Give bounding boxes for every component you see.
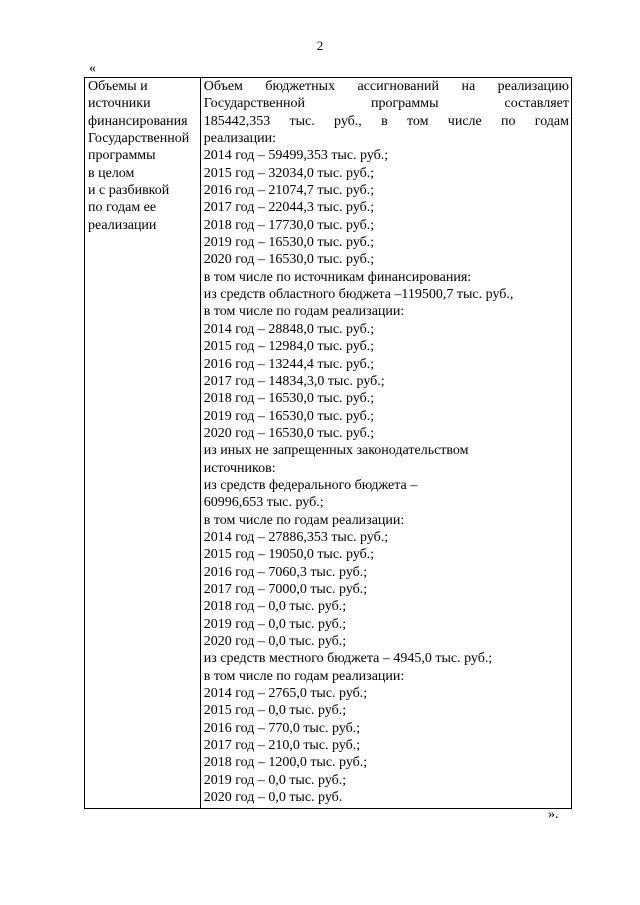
funding-line: 2014 год – 59499,353 тыс. руб.; xyxy=(203,148,389,164)
funding-line: 2015 год – 12984,0 тыс. руб.; xyxy=(203,339,375,355)
page-number: 2 xyxy=(316,38,324,53)
funding-line: 2018 год – 1200,0 тыс. руб.; xyxy=(203,755,368,771)
opening-quote-mark: « xyxy=(89,61,96,76)
funding-line: 2017 год – 22044,3 тыс. руб.; xyxy=(203,200,375,216)
table-row xyxy=(85,78,572,809)
closing-quote-mark: ». xyxy=(548,807,559,822)
funding-intro-line: Объем бюджетных ассигнований на реализацию xyxy=(203,79,569,94)
funding-line: 2019 год – 0,0 тыс. руб.; xyxy=(203,616,347,632)
parameter-name-cell xyxy=(85,78,201,809)
funding-line: 2020 год – 16530,0 тыс. руб.; xyxy=(203,252,375,268)
parameter-name-line: реализации xyxy=(88,217,157,233)
parameter-name-line: программы xyxy=(88,148,156,164)
funding-line: 60996,653 тыс. руб.; xyxy=(203,495,324,511)
funding-line: из средств федерального бюджета – xyxy=(203,477,418,493)
funding-line: 2017 год – 14834,3,0 тыс. руб.; xyxy=(203,373,385,389)
funding-line: 2015 год – 32034,0 тыс. руб.; xyxy=(203,165,375,181)
funding-line: в том числе по годам реализации: xyxy=(203,304,405,320)
funding-line: реализации: xyxy=(203,131,277,147)
funding-intro-line: 185442,353 тыс. руб., в том числе по годам xyxy=(203,113,569,129)
funding-line: из средств областного бюджета –119500,7 тыс. руб., xyxy=(203,287,514,303)
program-funding-table xyxy=(84,77,572,809)
parameter-name-line: Объемы и xyxy=(88,79,148,94)
funding-line: 2016 год – 13244,4 тыс. руб.; xyxy=(203,356,375,372)
funding-details-cell xyxy=(200,78,571,809)
funding-line: 2019 год – 16530,0 тыс. руб.; xyxy=(203,408,375,424)
funding-intro-line: Государственной программы составляет xyxy=(203,96,569,112)
funding-line: 2020 год – 0,0 тыс. руб.; xyxy=(203,634,347,649)
funding-line: 2014 год – 27886,353 тыс. руб.; xyxy=(203,529,389,545)
funding-line: 2015 год – 19050,0 тыс. руб.; xyxy=(203,547,375,563)
funding-line: в том числе по годам реализации: xyxy=(203,512,405,528)
funding-line: 2014 год – 2765,0 тыс. руб.; xyxy=(203,686,368,702)
funding-line: 2016 год – 770,0 тыс. руб.; xyxy=(203,720,361,736)
funding-line: 2018 год – 16530,0 тыс. руб.; xyxy=(203,391,375,407)
funding-line: 2019 год – 16530,0 тыс. руб.; xyxy=(203,235,375,251)
funding-line: 2016 год – 7060,3 тыс. руб.; xyxy=(203,564,368,580)
funding-line: 2018 год – 17730,0 тыс. руб.; xyxy=(203,217,375,233)
funding-line: 2014 год – 28848,0 тыс. руб.; xyxy=(203,321,375,337)
funding-line: 2020 год – 0,0 тыс. руб. xyxy=(203,790,343,806)
parameter-name-line: Государственной xyxy=(88,131,190,147)
funding-line: 2020 год – 16530,0 тыс. руб.; xyxy=(203,425,375,441)
funding-line: источников: xyxy=(203,460,276,476)
parameter-name-line: и с разбивкой xyxy=(88,183,170,199)
funding-line: из средств местного бюджета – 4945,0 тыс. руб.; xyxy=(203,651,493,667)
funding-line: 2016 год – 21074,7 тыс. руб.; xyxy=(203,183,375,199)
parameter-name-line: в целом xyxy=(88,165,135,181)
funding-line: в том числе по источникам финансирования: xyxy=(203,269,472,285)
funding-line: 2017 год – 7000,0 тыс. руб.; xyxy=(203,581,368,597)
funding-line: 2017 год – 210,0 тыс. руб.; xyxy=(203,738,361,754)
funding-line: 2018 год – 0,0 тыс. руб.; xyxy=(203,599,347,615)
funding-line: из иных не запрещенных законодательством xyxy=(203,443,469,459)
parameter-name-line: по годам ее xyxy=(88,200,157,216)
funding-line: в том числе по годам реализации: xyxy=(203,668,405,684)
parameter-name-line: источники xyxy=(88,96,151,112)
parameter-name-line: финансирования xyxy=(88,113,188,129)
funding-line: 2015 год – 0,0 тыс. руб.; xyxy=(203,703,347,719)
funding-line: 2019 год – 0,0 тыс. руб.; xyxy=(203,772,347,788)
